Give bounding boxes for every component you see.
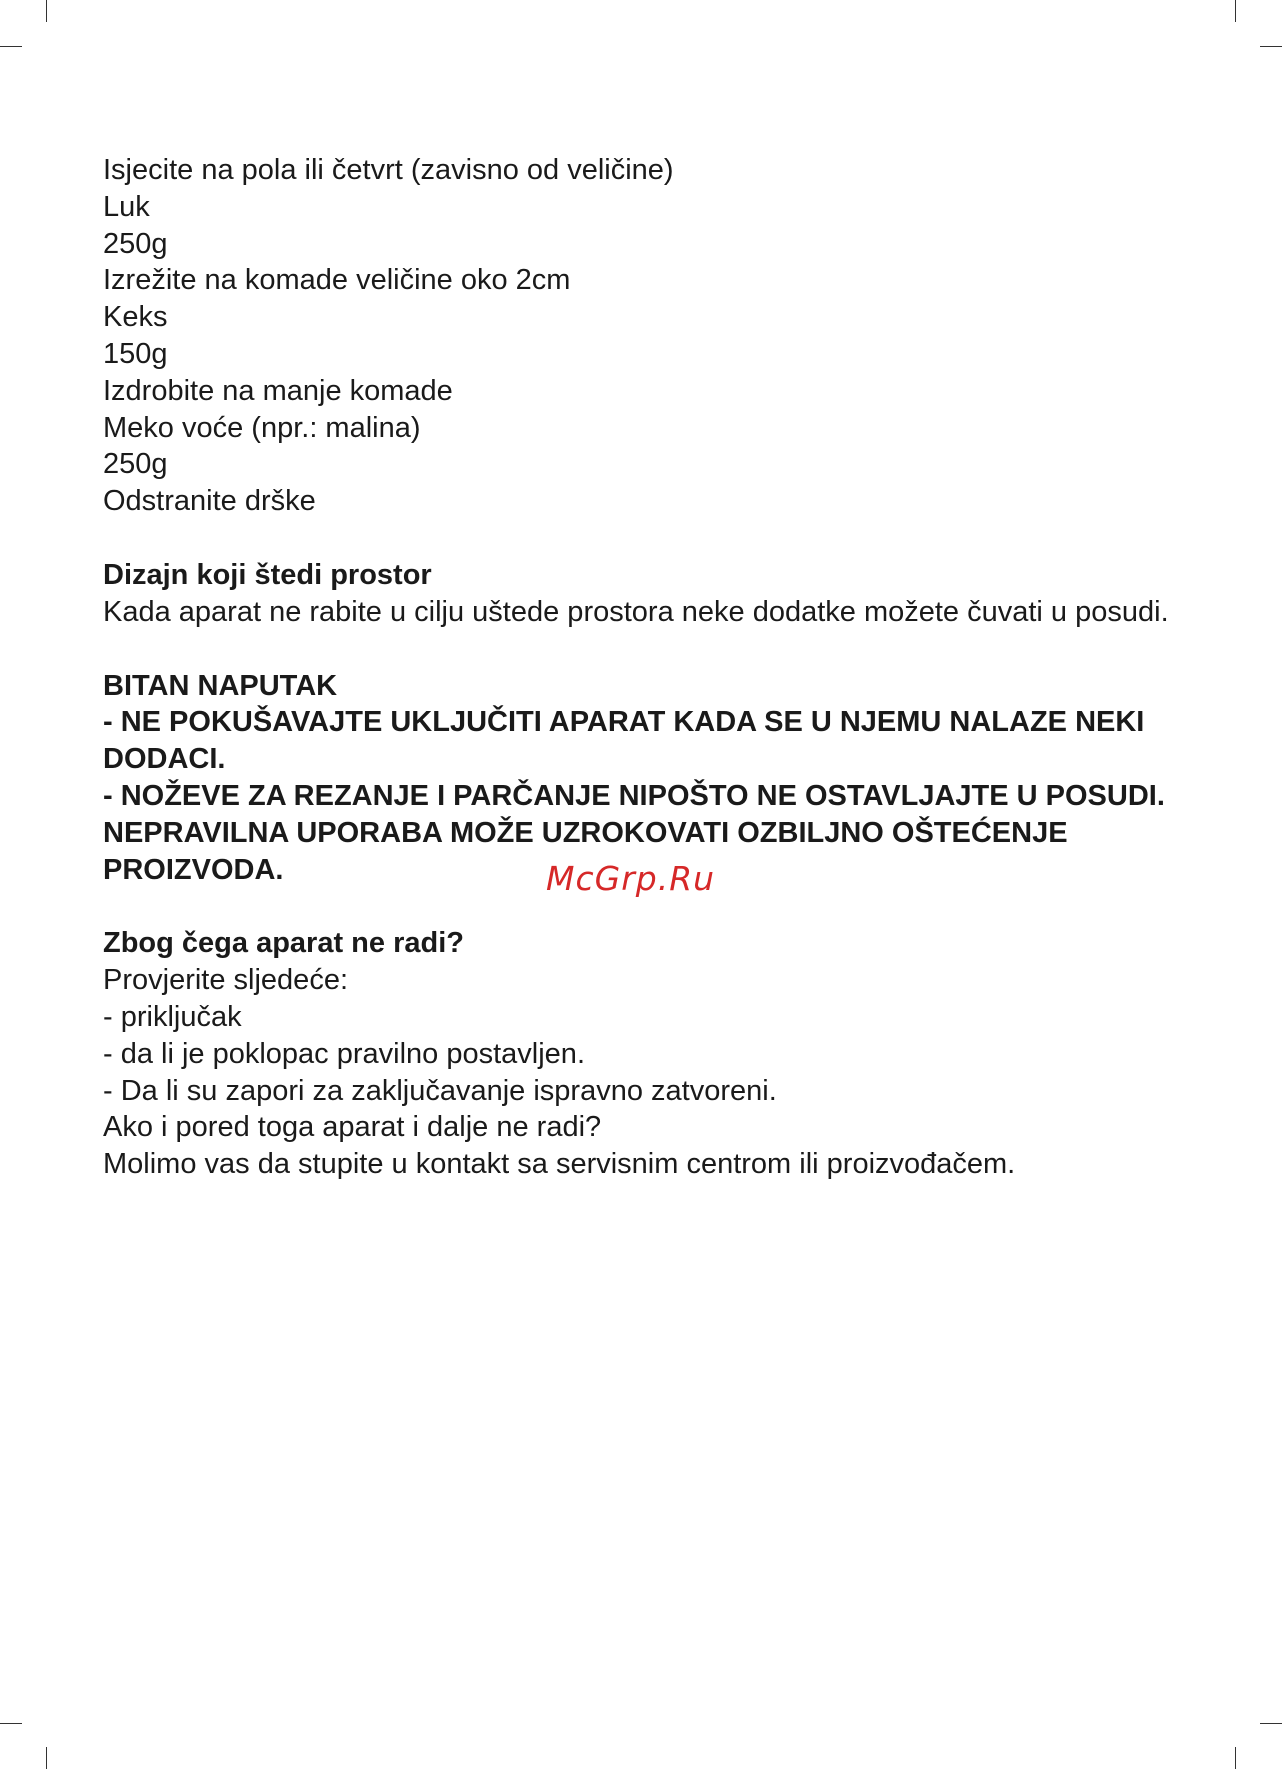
recipe-line: Izrežite na komade veličine oko 2cm	[103, 264, 571, 297]
section-text: Kada aparat ne rabite u cilju uštede prostora neke dodatke možete čuvati u posudi.	[103, 595, 1169, 628]
crop-mark	[46, 0, 47, 22]
check-item: - priključak	[103, 1000, 242, 1033]
recipe-line: Odstranite drške	[103, 485, 316, 518]
warning-text: - NE POKUŠAVAJTE UKLJUČITI APARAT KADA SE U NJEMU NALAZE NEKI DODACI.	[103, 706, 1145, 776]
section-text: Ako i pored toga aparat i dalje ne radi?	[103, 1111, 602, 1144]
section-text: Molimo vas da stupite u kontakt sa servisnim centrom ili proizvođačem.	[103, 1148, 1016, 1181]
crop-mark	[1260, 1723, 1282, 1724]
recipe-line: Luk	[103, 190, 150, 223]
document-body	[103, 152, 1193, 1183]
check-item: - da li je poklopac pravilno postavljen.	[103, 1037, 585, 1070]
recipe-line: 150g	[103, 337, 168, 370]
watermark: McGrp.Ru	[546, 859, 716, 898]
recipe-line: Isjecite na pola ili četvrt (zavisno od veličine)	[103, 154, 674, 186]
important-note-section	[103, 668, 1193, 889]
crop-mark	[0, 1723, 22, 1724]
recipe-line: Keks	[103, 301, 168, 334]
section-heading: Dizajn koji štedi prostor	[103, 558, 432, 591]
recipe-line: 250g	[103, 227, 168, 260]
recipe-line: 250g	[103, 448, 168, 481]
recipe-line: Izdrobite na manje komade	[103, 374, 453, 407]
recipe-line: Meko voće (npr.: malina)	[103, 411, 421, 444]
section-heading: Zbog čega aparat ne radi?	[103, 927, 464, 960]
space-saving-section	[103, 557, 1193, 631]
crop-mark	[1235, 0, 1236, 22]
check-item: - Da li su zapori za zaključavanje ispravno zatvoreni.	[103, 1074, 777, 1107]
crop-mark	[1235, 1747, 1236, 1769]
crop-mark	[46, 1747, 47, 1769]
recipe-list	[103, 152, 1193, 520]
section-text: Provjerite sljedeće:	[103, 964, 348, 997]
crop-mark	[1260, 46, 1282, 47]
warning-text: - NOŽEVE ZA REZANJE I PARČANJE NIPOŠTO NE OSTAVLJAJTE U POSUDI. NEPRAVILNA UPORABA MOŽE UZROKOVATI OZBILJNO OŠTEĆENJE PROIZVODA.	[103, 779, 1165, 886]
section-heading: BITAN NAPUTAK	[103, 669, 338, 702]
troubleshooting-section	[103, 925, 1193, 1183]
crop-mark	[0, 46, 22, 47]
